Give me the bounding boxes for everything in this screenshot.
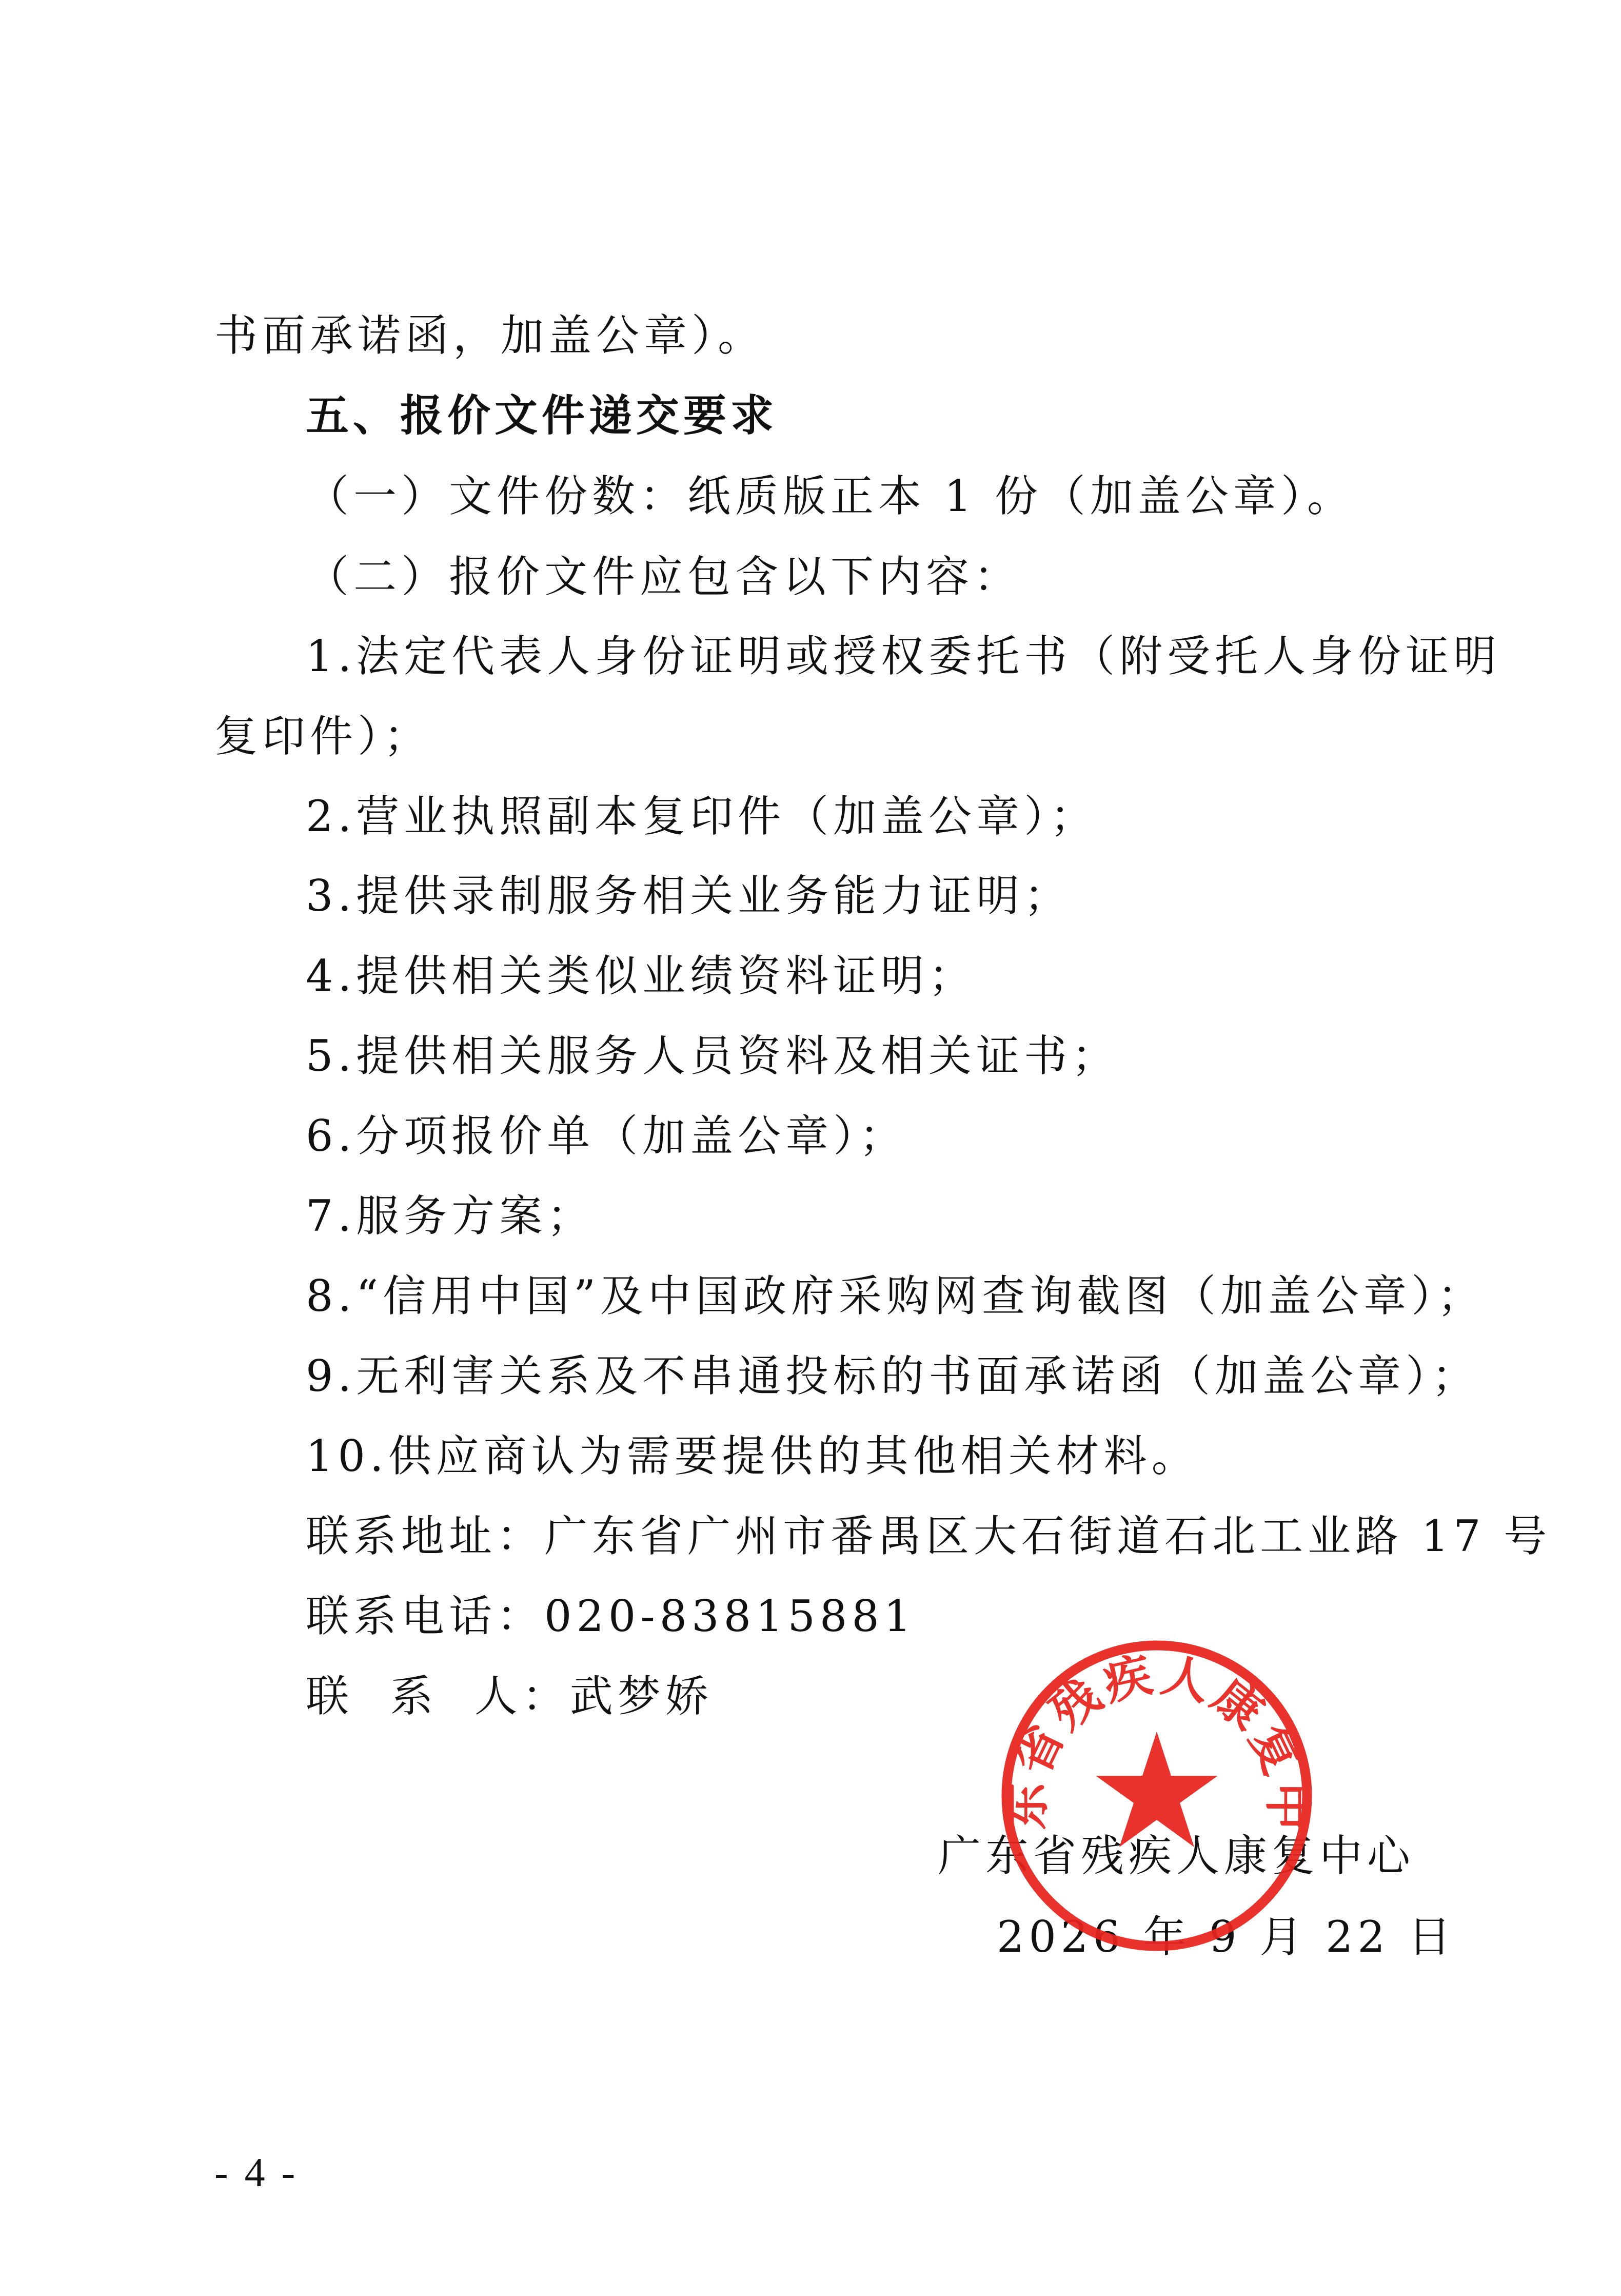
list-item-4: 4.提供相关类似业绩资料证明；: [306, 951, 977, 1001]
list-item-8: 8.“信用中国”及中国政府采购网查询截图（加盖公章）；: [306, 1271, 1486, 1321]
signature-organization: 广东省残疾人康复中心: [938, 1831, 1415, 1881]
list-item-5: 5.提供相关服务人员资料及相关证书；: [306, 1031, 1120, 1081]
list-item-1-line-2: 复印件）；: [214, 711, 432, 761]
requirement-item-one: （一）文件份数：纸质版正本 1 份（加盖公章）。: [306, 471, 1355, 521]
stamp-star-icon: [1096, 1732, 1218, 1847]
requirement-item-two: （二）报价文件应包含以下内容：: [306, 552, 1022, 602]
list-item-6: 6.分项报价单（加盖公章）；: [306, 1111, 907, 1161]
contact-address: 联系地址：广东省广州市番禺区大石街道石北工业路 17 号: [306, 1511, 1552, 1561]
contact-phone: 联系电话：020-83815881: [306, 1591, 916, 1641]
section-heading: 五、报价文件递交要求: [306, 390, 778, 441]
page-number: - 4 -: [214, 2150, 299, 2195]
contact-person: 联 系 人：武梦娇: [306, 1671, 713, 1721]
list-item-9: 9.无利害关系及不串通投标的书面承诺函（加盖公章）；: [306, 1351, 1480, 1401]
official-seal-icon: [971, 1591, 1318, 1957]
continued-line: 书面承诺函，加盖公章）。: [214, 310, 766, 361]
list-item-7: 7.服务方案；: [306, 1191, 595, 1241]
list-item-2: 2.营业执照副本复印件（加盖公章）；: [306, 791, 1098, 841]
list-item-10: 10.供应商认为需要提供的其他相关材料。: [306, 1431, 1199, 1481]
signature-date: 2026 年 9 月 22 日: [997, 1912, 1456, 1962]
list-item-3: 3.提供录制服务相关业务能力证明；: [306, 871, 1072, 921]
list-item-1-line-1: 1.法定代表人身份证明或授权委托书（附受托人身份证明: [306, 631, 1501, 681]
stamp-lettering: 广东省残疾人康复中心: [971, 1591, 1315, 1831]
